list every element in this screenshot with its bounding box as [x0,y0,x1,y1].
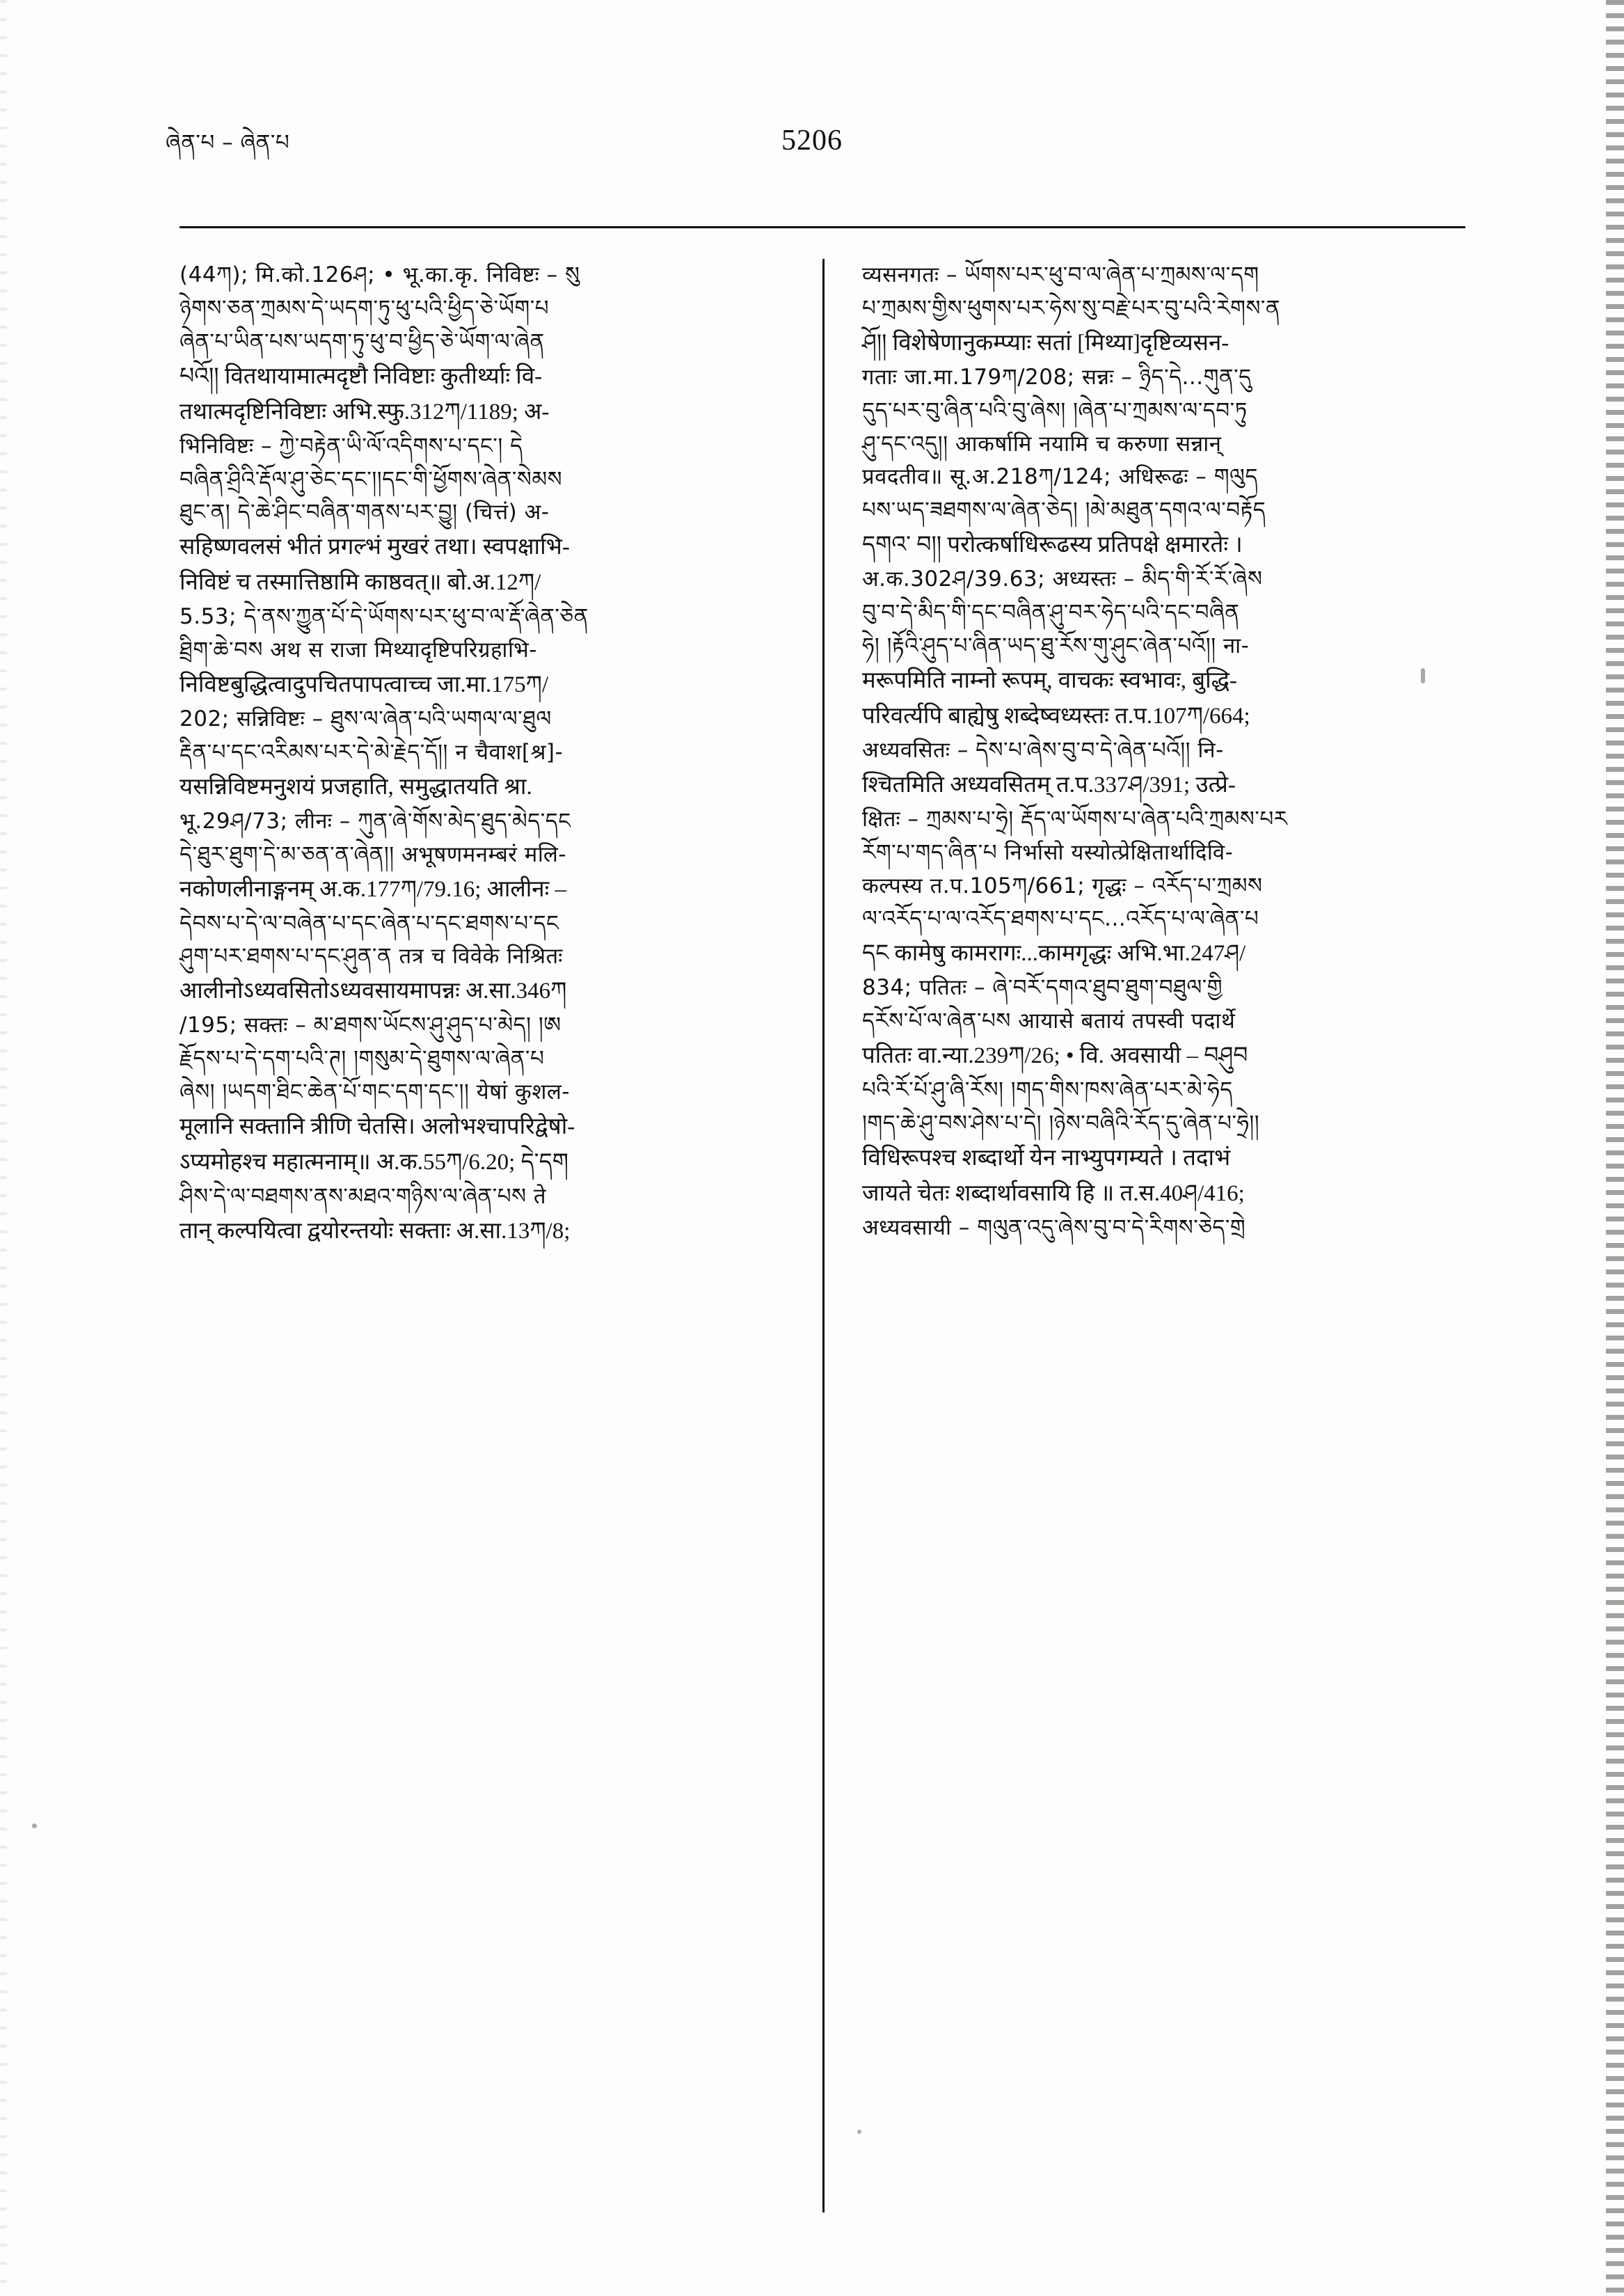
text-line: भू.29ཤ/73; लीनः – ཀུན་ཞེ་གོས་མེད་ཐུད་མེད་དང [180,808,571,834]
text-line: བུ་བ་དེ་མིད་གི་དང་བཞིན་ཤུ་བར་ཧེད་པའི་དང་བཞིན [862,600,1240,626]
text-line: 202; सन्निविष्टः – ཐུས་ལ་ཞེན་པའི་ཡགལ་ལ་ཐུལ [180,706,552,732]
text-line: अध्यवसितः – དེས་པ་ཞེས་བུ་བ་དེ་ཞེན་པའོ།། नि- [862,737,1224,763]
header-rule [180,226,1465,228]
text-line: པས་ཡད་ཟཐགས་ལ་ཞེན་ཅེད། །མེ་མཐུན་དགའ་ལ་བརྟོད [862,498,1266,523]
text-line: རོག་པ་གད་ཞིན་པ निर्भासो यस्योत्प्रेक्षितार्थादिवि- [862,839,1234,865]
text-line: अध्यवसायी – གལུན་འདུ་ཞེས་བུ་བ་དེ་རིགས་ཅེད་གྲེ [862,1214,1246,1240]
column-right-text [862,259,1465,1245]
text-line: ཧེ། །རྟོའི་ཤུད་པ་ཞིན་ཡད་ཐུ་རོས་གུ་ཤུང་ཞེན་པའོ།། ना- [862,633,1250,658]
text-line: विधिरूपश्च शब्दार्थो येन नाभ्युपगम्यते । तदाभं [862,1145,1231,1171]
text-line: ཐུང་ན། དེ་ཆེ་ཤིང་བཞིན་གནས་པར་བྱུ། (चित्तं) अ- [180,500,550,525]
text-line: भिनिविष्टः – ཀྱེ་བརྟེན་ཡི་ལོ་འདིགས་པ་དང་། དེ [180,433,523,459]
text-line: निविष्टं च तस्मात्तिष्ठामि काष्ठवत्॥ बो.अ.12ཀ/ [180,570,541,596]
text-line: अ.क.302ཤ/39.63; अध्यस्तः – མིད་གི་རོ་རོ་ཞེས [862,567,1263,592]
text-line: ཤོ།། विशेषेणानुकम्प्याः सतां [मिथ्या]दृष्टिव्यसन- [862,330,1229,356]
text-line: ཤུག་པར་ཐགས་པ་དང་ཤུན་ན तत्र च विवेके निश्रितः [180,944,563,969]
column-left [180,259,822,2212]
text-line: ཉེགས་ཅན་ཀྲམས་དེ་ཡདག་ཏུ་ཕུ་པའི་ཕྱིད་ཅེ་ཡོག་པ [180,295,550,321]
text-line: जायते चेतः शब्दार्थावसायि हि ॥ त.स.40ཤ/416; [862,1180,1245,1206]
text-line: པའོ།། वितथायामात्मदृष्टौ निविष्टाः कुतीर्थ्याः वि- [180,363,543,389]
page-header [0,118,1624,181]
page-edge-noise-right [1606,0,1624,2296]
text-line: कल्पस्य त.प.105ཀ/661; गृद्धः – འརོད་པ་ཀྲམས [862,873,1263,898]
text-line: पतितः वा.न्या.239ཀ/26; • वि. अवसायी – བཤུབ [862,1043,1248,1069]
running-head: ཞེན་པ – ཞེན་པ [166,130,290,155]
text-line: 834; पतितः – ཞེ་བརོ་དགའ་ཐུབ་ཐུག་བཐུལ་གྱི [862,975,1223,1001]
text-line: निविष्टबुद्धित्वादुपचितपापत्वाच्च जा.मा.175ཀ/ [180,672,549,698]
text-line: मूलानि सक्तानि त्रीणि चेतसि। अलोभश्चापरिद्वेषो- [180,1114,575,1140]
page-number: 5206 [781,125,843,157]
text-line: प्रवदतीव॥ सू.अ.218ཀ/124; अधिरूढः – གལུད [862,464,1258,490]
text-line: ཤིས་དེ་ལ་བཐགས་ནས་མཐའ་གཉིས་ལ་ཞེན་པས ते [180,1183,547,1209]
text-line: सहिष्णवलसं भीतं प्रगल्भं मुखरं तथा। स्वपक्षाभि- [180,535,570,560]
text-line: मरूपमिति नाम्नो रूपम्, वाचकः स्वभावः, बुद्धि- [862,667,1238,693]
text-line: परिवर्त्यपि बाह्येषु शब्देष्वध्यस्तः त.प.107ཀ/664; [862,703,1250,729]
text-line: नकोणलीनाङ्गनम् अ.क.177ཀ/79.16; आलीनः – [180,876,567,902]
text-line: ཐྲིག་ཆེ་བས अथ स राजा मिथ्यादृष्टिपरिग्रहाभि- [180,638,537,663]
text-line: व्यसनगतः – ཡོགས་པར་ཕུ་བ་ལ་ཞེན་པ་ཀྲམས་ལ་དག [862,262,1259,287]
text-line: ཤུ་དང་འདུ།། आकर्षामि नयामि च करुणा सन्नान् [862,431,1222,457]
text-line: དུད་པར་བུ་ཞིན་པའི་བུ་ཞེས། །ཞེན་པ་ཀྲམས་ལ་དབ་ཏུ [862,397,1248,423]
text-line: ऽप्यमोहश्च महात्मनाम्॥ अ.क.55ཀ/6.20; དེ་དག [180,1150,568,1175]
column-left-text [180,259,795,1249]
text-line: །གད་ཆེ་ཤུ་བས་ཤེས་པ་དེ། །ཉེས་བཞིའི་རོད་དུ་ཞེན་པ་ཧྲེ།། [862,1110,1260,1136]
text-line: आलीनोऽध्यवसितोऽध्यवसायमापन्नः अ.सा.346ཀ [180,979,567,1004]
text-line: པའི་རོ་པོ་ཤུ་ཞི་རོས། །གད་གིས་ཁས་ཞེན་པར་མེ་ཧེད [862,1077,1233,1103]
text-line: བཞིན་ཤྲིའི་རྡོལ་ཤུ་ཅེང་དང་།།དང་གི་ཕྱོགས་ཞེན་སེམས [180,466,563,492]
text-line: यसन्निविष्टमनुशयं प्रजहाति, समुद्धातयति श्रा. [180,774,532,800]
text-line: པ་ཀྲམས་གྱིས་ཕུགས་པར་ཧེས་སུ་བརྗེ་པར་བུ་པའི་རེགས་ན [862,295,1281,321]
text-line: དང कामेषु कामरागः...कामगृद्धः अभि.भा.247ཤ/ [862,941,1246,967]
text-line: རྡིན་པ་དང་འརིམས་པར་དེ་མེ་རྗེད་དོ།། न चैवाश[श्र]- [180,739,564,765]
text-line: तान् कल्पयित्वा द्वयोरन्तयोः सक्ताः अ.सा.13ཀ/8; [180,1218,571,1244]
text-line: 5.53; དེ་ནས་ཀྱུན་པོ་དེ་ཡོགས་པར་ཕུ་བ་ལ་རྡོ་ཞེན་ཅེན [180,604,589,630]
text-line: རྗོདས་པ་དེ་དག་པའི་ཊ། །གསུམ་དེ་ཐུགས་ལ་ཞེན་པ [180,1046,545,1072]
text-line: श्चितमिति अध्यवसितम् त.प.337ཤ/391; उत्प्रे- [862,772,1236,798]
text-line: गताः जा.मा.179ཀ/208; सन्नः – ཉྲིད་དེ...གུན་དུ [862,364,1252,390]
text-line: (44ཀ); मि.को.126ཤ; • भू.का.कृ. निविष्टः – སུ [180,262,580,287]
text-line: དེབས་པ་དེ་ལ་བཞེན་པ་དང་ཞེན་པ་དང་ཐགས་པ་དང [180,910,559,936]
text-line: དརོས་པོ་ལ་ཞེན་པས आयासे बतायं तपस्वी पदार्थे [862,1008,1236,1034]
text-line: ལ་འརོད་པ་ལ་འརོད་ཐགས་པ་དང...འརོད་པ་ལ་ཞེན་པ [862,906,1259,932]
text-line: /195; सक्तः – མ་ཐགས་ཡོངས་ཤུ་ཤུད་པ་མེད། །ཨ [180,1013,562,1038]
text-line: དགའ་ བ།། परोत्कर्षाधिरूढस्य प्रतिपक्षे क्षमारतेः । [862,532,1243,558]
page-edge-noise-left [0,0,7,2296]
scan-speck [32,1823,37,1828]
text-line: དེ་ཐུར་ཐུག་དེ་མ་ཅན་ན་ཞེན།། अभूषणमनम्बरं मलि- [180,841,567,867]
text-line: क्षितः – ཀྲམས་པ་ཧྲེ། རྡོད་ལ་ཡོགས་པ་ཞེན་པའི་ཀྲམས་པར [862,806,1288,832]
text-line: तथात्मदृष्टिनिविष्टाः अभि.स्फु.312ཀ/1189; अ- [180,399,550,425]
body-columns [180,259,1465,2212]
text-line: ཞེས། །ཡདག་ཐིང་ཆེན་པོ་གང་དག་དང་།། येषां कुशल- [180,1079,571,1105]
column-right [822,259,1465,2212]
text-line: ཞེན་པ་ཡིན་པས་ཡདག་ཏུ་ཕུ་བ་ཕྱིད་ཅེ་ཡོག་ལ་ཞེན [180,328,545,354]
